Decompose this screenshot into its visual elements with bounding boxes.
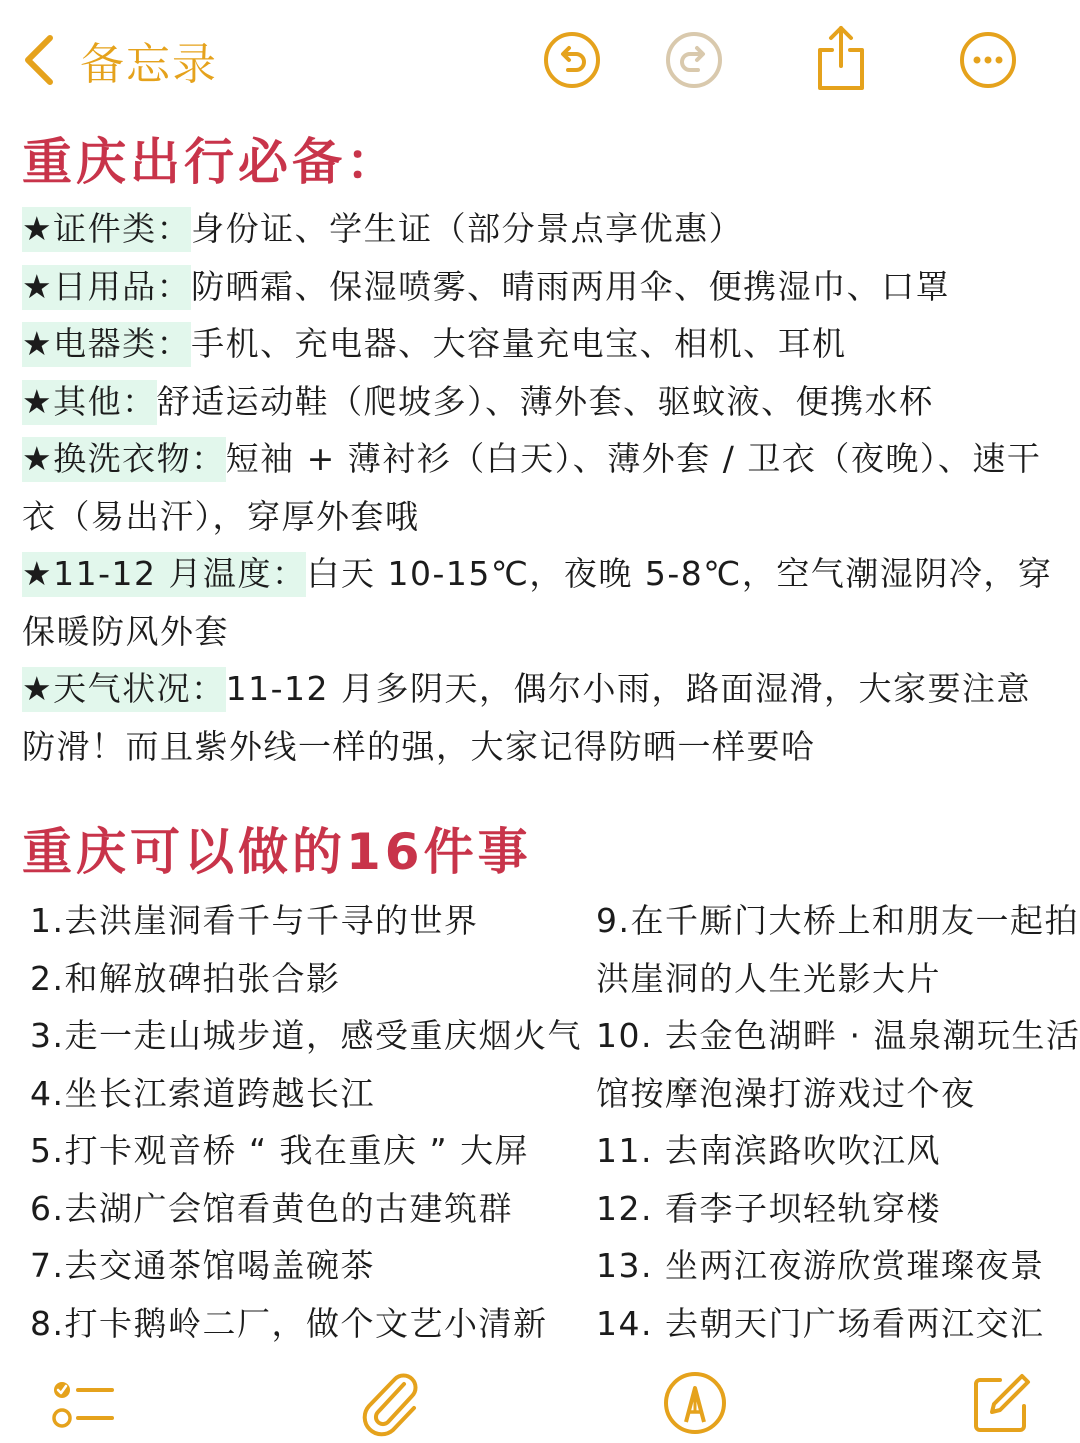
list-item: 8.打卡鹅岭二厂，做个文艺小清新 [30,1303,548,1343]
packing-list [22,200,1062,775]
more-button[interactable] [958,30,1018,90]
packing-item-text: 11-12 月多阴天，偶尔小雨，路面湿滑，大家要注意防滑！而且紫外线一样的强，大家记得防晒一样要哈 [22,669,1031,766]
chevron-left-icon [18,32,58,88]
undo-button[interactable] [542,30,602,90]
packing-item-label: ★换洗衣物： [22,437,226,482]
list-item: 10. 去金色湖畔 · 温泉潮玩生活 [596,1016,1080,1055]
redo-icon [664,30,724,90]
packing-item [22,545,1062,660]
list-item: 9.在千厮门大桥上和朋友一起拍 [596,901,1079,940]
compose-button[interactable] [966,1368,1036,1438]
packing-item-text: 短袖 + 薄衬衫（白天）、薄外套 / 卫衣（夜晚）、速干衣（易出汗），穿厚外套哦 [22,439,1042,536]
bottom-toolbar [0,1360,1080,1443]
markup-pen-icon [660,1368,730,1438]
list-item: 馆按摩泡澡打游戏过个夜 [596,1073,976,1113]
back-button[interactable] [18,28,218,92]
list-item: 6.去湖广会馆看黄色的古建筑群 [30,1188,513,1228]
list-item: 3.走一走山城步道，感受重庆烟火气 [30,1016,582,1055]
packing-item-text: 舒适运动鞋（爬坡多）、薄外套、驱蚊液、便携水杯 [156,381,934,421]
packing-item [22,258,1062,316]
packing-item-label: ★日用品： [22,265,191,310]
packing-item [22,315,1062,373]
things-list-right [596,892,1080,1352]
things-list-left [30,892,590,1352]
markup-button[interactable] [660,1368,730,1438]
list-item: 14. 去朝天门广场看两江交汇 [596,1303,1045,1343]
list-item: 13. 坐两江夜游欣赏璀璨夜景 [596,1246,1045,1285]
list-item: 5.打卡观音桥 “ 我在重庆 ” 大屏 [30,1131,530,1170]
packing-item-text: 手机、充电器、大容量充电宝、相机、耳机 [191,324,847,363]
packing-item-text: 防晒霜、保湿喷雾、晴雨两用伞、便携湿巾、口罩 [191,266,951,306]
checklist-icon [46,1368,116,1438]
list-item: 洪崖洞的人生光影大片 [596,958,941,998]
packing-item-label: ★电器类： [22,322,191,367]
redo-button[interactable] [664,30,724,90]
compose-icon [966,1368,1036,1438]
list-item: 2.和解放碑拍张合影 [30,958,341,998]
back-label: 备忘录 [80,39,218,90]
more-icon [958,30,1018,90]
note-title-things-to-do: 重庆可以做的16件事 [22,823,532,881]
note-title-packing: 重庆出行必备： [22,133,400,191]
packing-item-text: 白天 10-15℃，夜晚 5-8℃，空气潮湿阴冷，穿保暖防风外套 [22,554,1053,651]
attach-button[interactable] [356,1368,426,1438]
list-item: 1.去洪崖洞看千与千寻的世界 [30,901,479,940]
list-item: 11. 去南滨路吹吹江风 [596,1131,941,1170]
packing-item [22,430,1062,545]
checklist-button[interactable] [46,1368,116,1438]
packing-item [22,373,1062,431]
share-button[interactable] [812,24,870,92]
share-icon [812,24,870,92]
undo-icon [542,30,602,90]
list-item: 12. 看李子坝轻轨穿楼 [596,1188,941,1228]
packing-item-label: ★天气状况： [22,667,226,712]
packing-item-label: ★证件类： [22,207,191,252]
list-item: 7.去交通茶馆喝盖碗茶 [30,1246,375,1285]
packing-item-label: ★其他： [22,380,157,425]
paperclip-icon [356,1368,426,1438]
packing-item-label: ★11-12 月温度： [22,552,306,597]
packing-item-text: 身份证、学生证（部分景点享优惠） [191,209,744,248]
list-item: 4.坐长江索道跨越长江 [30,1073,375,1113]
packing-item [22,200,1062,258]
top-navigation-bar [0,0,1080,118]
packing-item [22,660,1062,775]
